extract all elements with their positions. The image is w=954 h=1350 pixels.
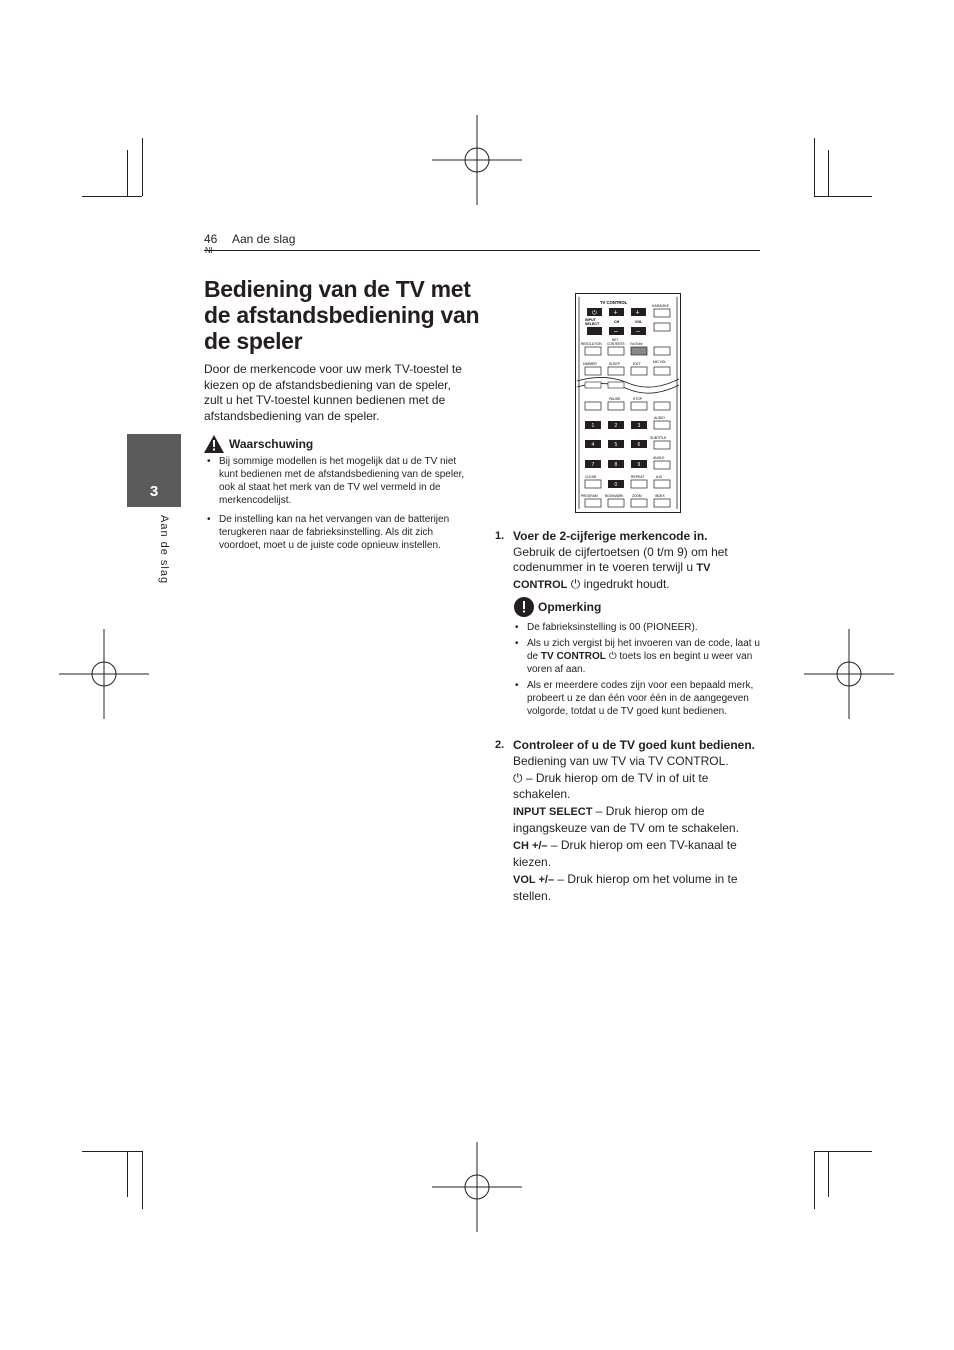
registration-mark — [432, 115, 522, 205]
power-icon: ⏻ — [608, 651, 617, 662]
youtube-label: YouTube — [630, 342, 643, 346]
digit-label: 6 — [637, 442, 641, 448]
digit-label: 3 — [637, 423, 641, 429]
youtube-button — [631, 347, 647, 355]
crop-mark — [828, 1151, 829, 1197]
crop-mark — [828, 150, 829, 196]
exit-button — [631, 367, 647, 375]
subtitle-button — [654, 441, 670, 449]
dimmer-label: DIMMER — [583, 362, 597, 366]
step-number: 1. — [495, 530, 505, 542]
crop-mark — [127, 1151, 128, 1197]
ch-description: CH +/– – Druk hierop om een TV-kanaal te kiezen. — [513, 838, 737, 869]
clear-button — [585, 480, 601, 488]
page-title: Bediening van de TV met de afstandsbediening van de speler — [204, 276, 480, 354]
list-item: • Als u zich vergist bij het invoeren van de code, laat u de TV CONTROL ⏻ toets los en begint u weer van voren af aan. — [513, 637, 763, 676]
prev-button — [585, 402, 601, 410]
tv-control-label: TV CONTROL — [600, 300, 628, 305]
step-heading: Controleer of u de TV goed kunt bedienen. — [513, 738, 756, 752]
karaoke-label: KARAOKE — [652, 304, 669, 308]
warning-list — [205, 455, 473, 558]
sleep-label: SLEEP — [609, 362, 620, 366]
crop-mark — [82, 196, 142, 197]
power-description: ⏻ – Druk hierop om de TV in of uit te schakelen. — [513, 771, 709, 801]
digit-label: 5 — [614, 442, 618, 448]
remote-button — [585, 382, 601, 388]
note-title: Opmerking — [538, 600, 602, 614]
repeat-button — [631, 480, 647, 488]
net-label: CONTENTS — [607, 342, 625, 346]
crop-mark — [142, 1151, 143, 1209]
program-button — [585, 499, 601, 507]
audio-button — [654, 421, 670, 429]
remote-button — [608, 382, 624, 388]
remote-control-illustration — [575, 293, 681, 513]
sleep-button — [608, 367, 624, 375]
digit-label: 7 — [591, 462, 595, 468]
next-button — [654, 402, 670, 410]
mic-vol-minus-button — [654, 367, 670, 375]
mic-vol-plus-button — [654, 347, 670, 355]
clear-label: CLEAR — [585, 475, 597, 479]
remote-button — [654, 323, 670, 331]
power-icon: ⏻ — [513, 771, 523, 785]
warning-heading — [204, 435, 313, 453]
step-text: Gebruik de cijfertoetsen (0 t/m 9) om het codenummer in te voeren terwijl u TV CONTROL ⏻ ingedrukt houdt. — [513, 544, 728, 591]
remote-button — [585, 347, 601, 355]
ab-button — [654, 480, 670, 488]
note-heading — [514, 597, 601, 617]
input-select-label: INPUT — [585, 318, 596, 322]
intro-paragraph: Door de merkencode voor uw merk TV-toestel te kiezen op de afstandsbediening van de speler, zult u het TV-toestel kunnen bedienen met de afstandsbediening van de speler. — [204, 362, 462, 423]
dimmer-button — [585, 367, 601, 375]
minus-icon: – — [614, 328, 618, 336]
step-1 — [495, 529, 761, 593]
pause-label: PAUSE — [609, 397, 621, 401]
warning-icon — [204, 435, 224, 453]
vol-label: VOL — [635, 320, 643, 324]
karaoke-button — [654, 309, 670, 317]
list-item: • Als er meerdere codes zijn voor een bepaald merk, probeert u ze dan één voor één in de aangegeven volgorde, totdat u de TV goed kunt bedienen. — [513, 679, 763, 718]
exclamation-icon — [514, 597, 534, 617]
resolution-label: RESOLUTION — [581, 342, 602, 346]
stop-label: STOP — [633, 397, 643, 401]
crop-mark — [82, 1151, 142, 1152]
crop-mark — [814, 1151, 815, 1209]
stop-button — [631, 402, 647, 410]
plus-icon: + — [635, 309, 640, 317]
net-label: NET — [612, 338, 619, 342]
digit-label: 9 — [637, 462, 641, 468]
input-select-description: INPUT SELECT – Druk hierop om de ingangskeuze van de TV om te schakelen. — [513, 804, 739, 835]
angle-button — [654, 461, 670, 469]
crop-mark — [814, 196, 872, 197]
power-icon: ⏻ — [570, 576, 581, 591]
step-2 — [495, 738, 761, 906]
digit-label: 8 — [614, 462, 618, 468]
chapter-number: 3 — [149, 483, 159, 500]
step-number: 2. — [495, 739, 505, 751]
ab-label: A-B — [656, 475, 662, 479]
bookmark-label: BOOKMARK — [605, 494, 624, 498]
angle-label: ANGLE — [653, 456, 665, 460]
power-icon: ⏻ — [592, 310, 597, 317]
pause-button — [608, 402, 624, 410]
input-select-label: SELECT — [585, 322, 600, 326]
mic-vol-label: MIC VOL — [653, 360, 667, 364]
step-heading: Voer de 2-cijferige merkencode in. — [513, 529, 708, 543]
list-item: • Bij sommige modellen is het mogelijk dat u de TV niet kunt bedienen met de afstandsbediening van de speler, ook al staat het merk van de TV wel vermeld in de merkencodelijst. — [205, 455, 473, 507]
digit-label: 0 — [614, 482, 618, 488]
step-text: Bediening van uw TV via TV CONTROL. — [513, 753, 729, 768]
page-number: 46 — [204, 232, 218, 246]
crop-mark — [814, 138, 815, 196]
minus-icon: – — [636, 328, 640, 336]
exit-label: EXIT — [633, 362, 641, 366]
list-item: • De fabrieksinstelling is 00 (PIONEER). — [513, 621, 763, 634]
digit-label: 2 — [614, 423, 618, 429]
header-rule — [204, 250, 760, 251]
index-button — [654, 499, 670, 507]
digit-label: 4 — [591, 442, 595, 448]
plus-icon: + — [613, 309, 618, 317]
ch-label: CH — [614, 320, 620, 324]
crop-mark — [814, 1151, 872, 1152]
registration-mark — [804, 629, 894, 719]
zoom-button — [631, 499, 647, 507]
vol-description: VOL +/– – Druk hierop om het volume in te stellen. — [513, 872, 738, 903]
crop-mark — [142, 138, 143, 196]
warning-title: Waarschuwing — [229, 437, 314, 451]
zoom-label: ZOOM — [632, 494, 642, 498]
registration-mark — [432, 1142, 522, 1232]
digit-label: 1 — [591, 423, 595, 429]
index-label: INDEX — [655, 494, 665, 498]
chapter-label: Aan de slag — [158, 515, 170, 585]
bookmark-button — [608, 499, 624, 507]
note-list — [513, 621, 763, 724]
crop-mark — [127, 150, 128, 196]
input-select-button — [587, 327, 602, 335]
repeat-label: REPEAT — [631, 475, 645, 479]
registration-mark — [59, 629, 149, 719]
audio-label: AUDIO — [654, 416, 665, 420]
subtitle-label: SUBTITLE — [650, 436, 667, 440]
program-label: PROGRAM — [581, 494, 598, 498]
list-item: • De instelling kan na het vervangen van de batterijen terugkeren naar de fabrieksinstelling. Als dit zich voordoet, moet u de juiste code opnieuw instellen. — [205, 513, 473, 552]
remote-button — [608, 347, 624, 355]
section-title: Aan de slag — [232, 232, 296, 246]
